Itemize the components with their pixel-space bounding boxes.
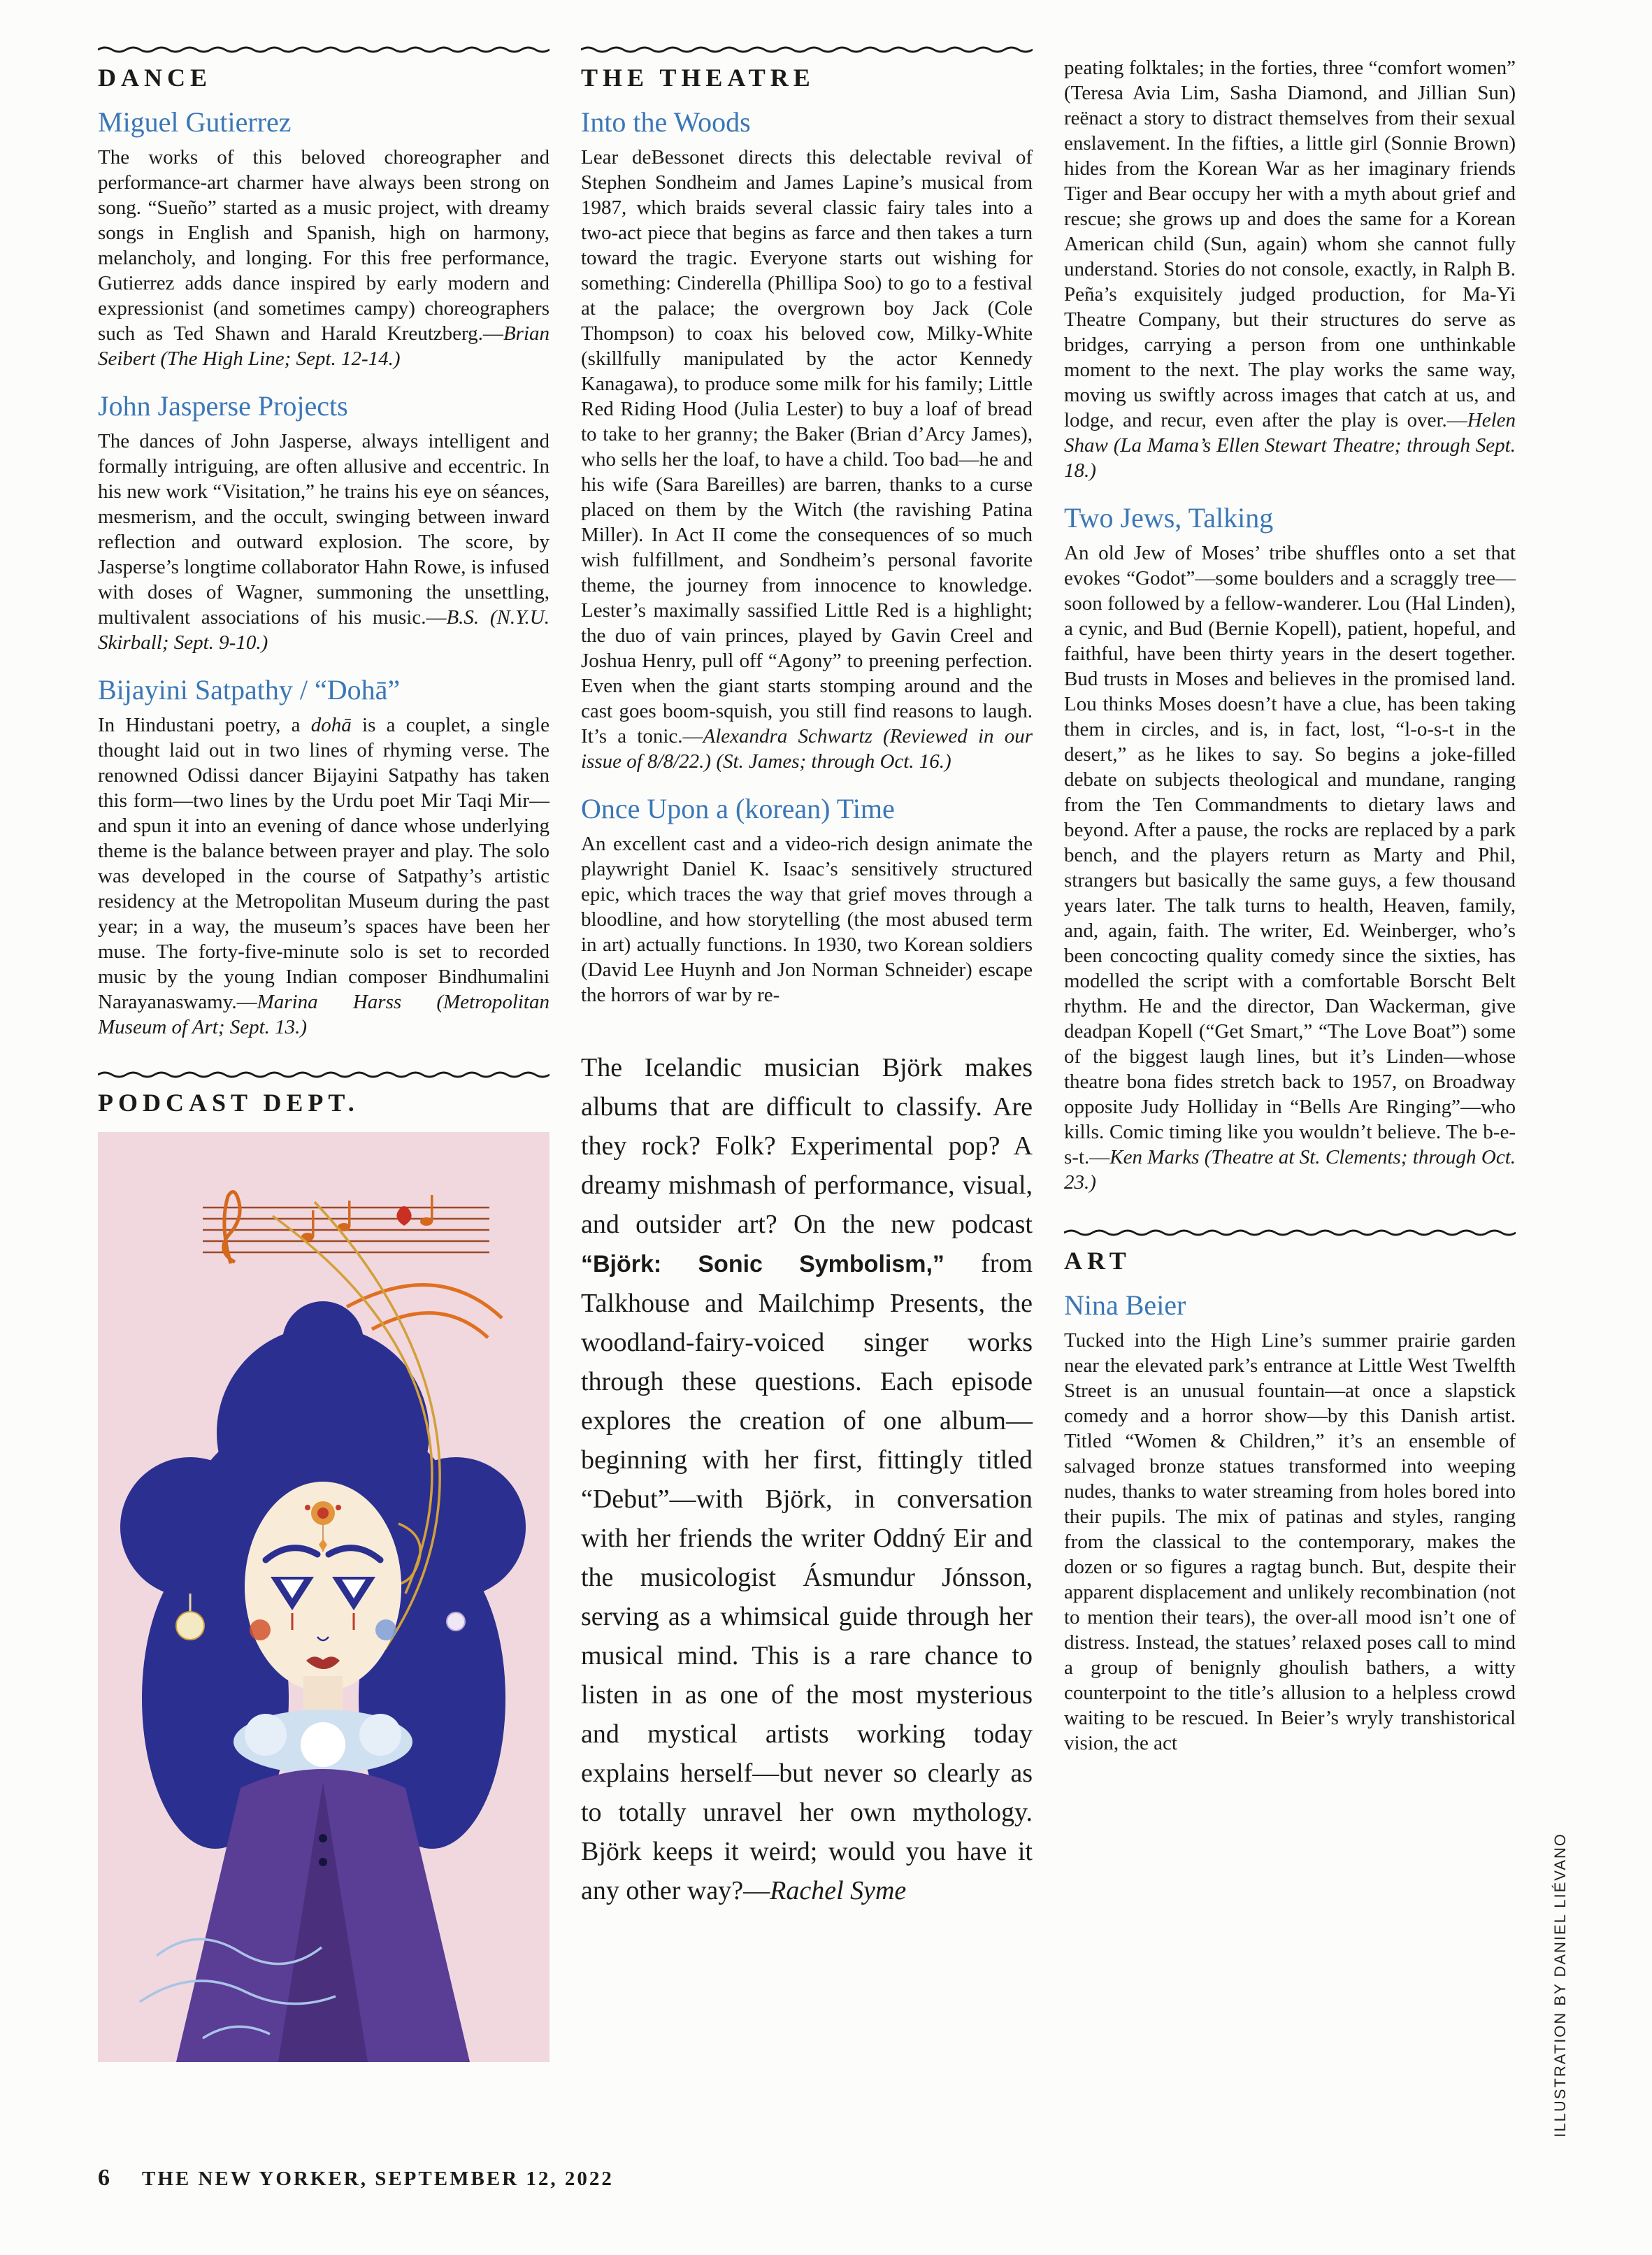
squiggle-line — [98, 1071, 550, 1079]
section-heading-podcast-dept: PODCAST DEPT. — [98, 1088, 359, 1117]
illustration-credit: ILLUSTRATION BY DANIEL LIÉVANO — [1551, 1833, 1569, 2138]
listing-entry-john-jasperse — [98, 391, 550, 655]
squiggle-line — [1064, 1229, 1516, 1237]
listing-entry-miguel-gutierrez — [98, 107, 550, 371]
entry-body: An old Jew of Moses’ tribe shuffles onto a set that evokes “Godot”—some boulders and a scraggly tree—soon followed by a fellow-wanderer. Lou (Hal Linden), a cynic, and Bud (Bernie Kopell), patient, hopeful, and faithful, have been thirty years in the desert together. Bud trusts in Moses and believes in the promised land. Lou thinks Moses doesn’t have a clue, has been taking them in circles, and is, in fact, lost, “l-o-s-t in the desert,” as he likes to say. So begins a joke-filled debate on subjects theological and mundane, ranging from the Ten Commandments to dietary laws and beyond. After a pause, the rocks are replaced by a park bench, and the players return as Marty and Phil, strangers but basically the same guys, a few thousand years later. The talk turns to health, Heaven, family, and, again, faith. The writer, Ed. Weinberger, who’s been concocting quality comedy since the sixties, has modelled the script with a comfortable Borscht Belt rhythm. He and the director, Dan Wackerman, give deadpan Kopell (“Get Smart,” “The Love Boat”) some of the biggest laugh lines, but it’s Linden—whose theatre bona fides stretch back to 1957, on Broadway opposite Judy Holliday in “Bells Are Ringing”—who kills. Comic timing like you wouldn’t believe. The b-e-s-t.—Ken Marks (Theatre at St. Clements; through Oct. 23.) — [1064, 542, 1516, 1194]
entry-title: Nina Beier — [1064, 1289, 1186, 1321]
button-dot — [319, 1834, 327, 1842]
squiggle-line — [581, 45, 1033, 54]
section-heading-art: ART — [1064, 1247, 1131, 1275]
entry-title: Miguel Gutierrez — [98, 106, 292, 138]
section-rule — [581, 45, 1033, 54]
entry-title: Once Upon a (korean) Time — [581, 792, 895, 824]
podcast-dept-section — [98, 1071, 550, 2062]
neck — [303, 1676, 343, 1715]
listing-entry-bijayini-satpathy — [98, 675, 550, 1040]
listing-entry-once-upon-a-korean-time — [581, 794, 1033, 1008]
listing-entry-two-jews-talking — [1064, 503, 1516, 1195]
left-cheek-mark — [250, 1619, 271, 1640]
listing-entry-into-the-woods — [581, 107, 1033, 774]
button-dot — [319, 1858, 327, 1866]
squiggle-line — [98, 45, 550, 54]
entry-body: The works of this beloved choreographer and performance-art charmer have always been strong on song. “Sueño” started as a music project, with dreamy songs in English and Spanish, high on harmony, melancholy, and longing. For this free performance, Gutierrez adds dance inspired by early modern and expressionist (and sometimes campy) choreographers such as Ted Shawn and Harald Kreutzberg.—Brian Seibert (The High Line; Sept. 12-14.) — [98, 145, 550, 370]
column-right — [1064, 45, 1516, 1756]
section-rule — [98, 45, 550, 54]
entry-title: Bijayini Satpathy / “Dohā” — [98, 673, 401, 706]
page-number: 6 — [98, 2165, 110, 2191]
listing-entry-nina-beier — [1064, 1290, 1516, 1756]
entry-body: An excellent cast and a video-rich design animate the playwright Daniel K. Isaac’s sensitively structured epic, which traces the way that grief moves through a bloodline, and how storytelling (the most abused term in art) actually functions. In 1930, two Korean soldiers (David Lee Huynh and Jon Norman Schneider) escape the horrors of war by re- — [581, 832, 1033, 1006]
theatre-continuation-body: peating folktales; in the forties, three “comfort women” (Teresa Avia Lim, Sasha Diamond, and Jillian Sun) reënact a story to distract themselves from their sexual enslavement. In the fifties, a little girl (Sonnie Brown) hides from the Korean War as her imaginary friends Tiger and Bear occupy her with a myth about grief and rescue; she grows up and does the same for a Korean American child (Sun, again) whom she cannot fully understand. Stories do not console, exactly, in Ralph B. Peña’s exquisitely judged production, for Ma-Yi Theatre Company, but their structures do serve as bridges, carrying a person from one unthinkable moment to the next. The play works the same way, moving us swiftly across images that catch at us, and lodge, and recur, even after the play is over.—Helen Shaw (La Mama’s Ellen Stewart Theatre; through Sept. 18.) — [1064, 57, 1516, 482]
entry-title: John Jasperse Projects — [98, 389, 348, 422]
entry-body: Tucked into the High Line’s summer prairie garden near the elevated park’s entrance at Little West Twelfth Street is an unusual fountain—at once a slapstick comedy and a horror show—by this Danish artist. Titled “Women & Children,” it’s an ensemble of salvaged bronze statues transformed into weeping nudes, thanks to water streaming from holes bored into their pupils. The mix of patinas and styles, ranging from the classical to the contemporary, makes the dozen or so figures a ragtag bunch. But, despite their apparent displacement and unlikely recombination (not to mention their tears), the over-all mood isn’t one of distress. Instead, the statues’ relaxed poses call to mind a group of benignly ghoulish bathers, a witty counterpoint to the title’s allusion to a helpless crowd waiting to be rescued. In Beier’s wryly transhistorical vision, the act — [1064, 1329, 1516, 1754]
right-earring — [447, 1612, 465, 1631]
magazine-title-line: THE NEW YORKER, SEPTEMBER 12, 2022 — [142, 2168, 614, 2190]
ruffled-collar — [234, 1710, 412, 1774]
left-earring — [176, 1612, 204, 1640]
podcast-dept-body: The Icelandic musician Björk makes albums that are difficult to classify. Are they rock? Folk? Experimental pop? A dreamy mishmash of performance, visual, and outsider art? On the new podcast “Björk: Sonic Symbolism,” from Talkhouse and Mailchimp Presents, the woodland-fairy-voiced singer works through these questions. Each episode explores the creation of one album—beginning with her first, fittingly titled “Debut”—with Björk, in conversation with her friends the writer Oddný Eir and the musicologist Ásmundur Jónsson, serving as a whimsical guide through her musical mind. This is a rare chance to listen in as one of the most mysterious and mystical artists working today explains herself—but never so clearly as to totally unravel her own mythology. Björk keeps it weird; would you have it any other way?—Rachel Syme — [581, 1052, 1033, 1905]
entry-body: In Hindustani poetry, a dohā is a couplet, a single thought laid out in two lines of rhyming verse. The renowned Odissi dancer Bijayini Satpathy has taken this form—two lines by the Urdu poet Mir Taqi Mir—and spun it into an evening of dance whose underlying theme is the balance between prayer and play. The solo was developed in the course of Satpathy’s artistic residency at the Metropolitan Museum during the past year; in a way, the museum’s spaces have been her muse. The forty-five-minute solo is set to recorded music by the young Indian composer Bindhumalini Narayanaswamy.—Marina Harss (Metropolitan Museum of Art; Sept. 13.) — [98, 713, 550, 1038]
section-rule — [98, 1071, 550, 1079]
entry-title: Two Jews, Talking — [1064, 502, 1274, 534]
right-cheek-mark — [375, 1619, 396, 1640]
page-footer — [98, 2165, 614, 2191]
entry-title: Into the Woods — [581, 106, 751, 138]
column-left — [98, 45, 550, 2062]
art-section — [1064, 1229, 1516, 1756]
portrait-illustration-svg — [98, 1132, 550, 2062]
entry-body: The dances of John Jasperse, always intelligent and formally intriguing, are often allusive and eccentric. In his new work “Visitation,” he trains his eye on séances, mesmerism, and the occult, swinging between inward reflection and outward explosion. The score, by Jasperse’s longtime collaborator Hahn Rowe, is infused with doses of Wagner, summoning the unsettling, multivalent associations of his music.—B.S. (N.Y.U. Skirball; Sept. 9-10.) — [98, 429, 550, 654]
column-middle — [581, 45, 1033, 1910]
bjork-portrait-illustration — [98, 1132, 550, 2062]
section-heading-theatre: THE THEATRE — [581, 64, 815, 92]
section-heading-dance: DANCE — [98, 64, 213, 92]
entry-body: Lear deBessonet directs this delectable revival of Stephen Sondheim and James Lapine’s musical from 1987, which braids several classic fairy tales into a two-act piece that begins as farce and then takes a turn toward the tragic. Everyone starts out wishing for something: Cinderella (Phillipa Soo) to go to a festival at the palace; the overgrown boy Jack (Cole Thompson) to coax his beloved cow, Milky-White (skillfully manipulated by the actor Kennedy Kanagawa), to produce some milk for his family; Little Red Riding Hood (Julia Lester) to buy a loaf of bread to take to her granny; the Baker (Brian d’Arcy James), who sells her the loaf, to have a child. Too bad—he and his wife (Sara Bareilles) are barren, thanks to a curse placed on them by the Witch (the ravishing Patina Miller). In Act II come the consequences of so much wish fulfillment, and Sondheim’s personal favorite theme, the journey from innocence to knowledge. Lester’s maximally sassified Little Red is a highlight; the duo of vain princes, played by Gavin Creel and Joshua Henry, pull off “Agony” to preening perfection. Even when the giant starts stomping around and the cast goes boom-squish, you still find reasons to laugh. It’s a tonic.—Alexandra Schwartz (Reviewed in our issue of 8/8/22.) (St. James; through Oct. 16.) — [581, 145, 1033, 773]
section-rule — [1064, 1229, 1516, 1237]
